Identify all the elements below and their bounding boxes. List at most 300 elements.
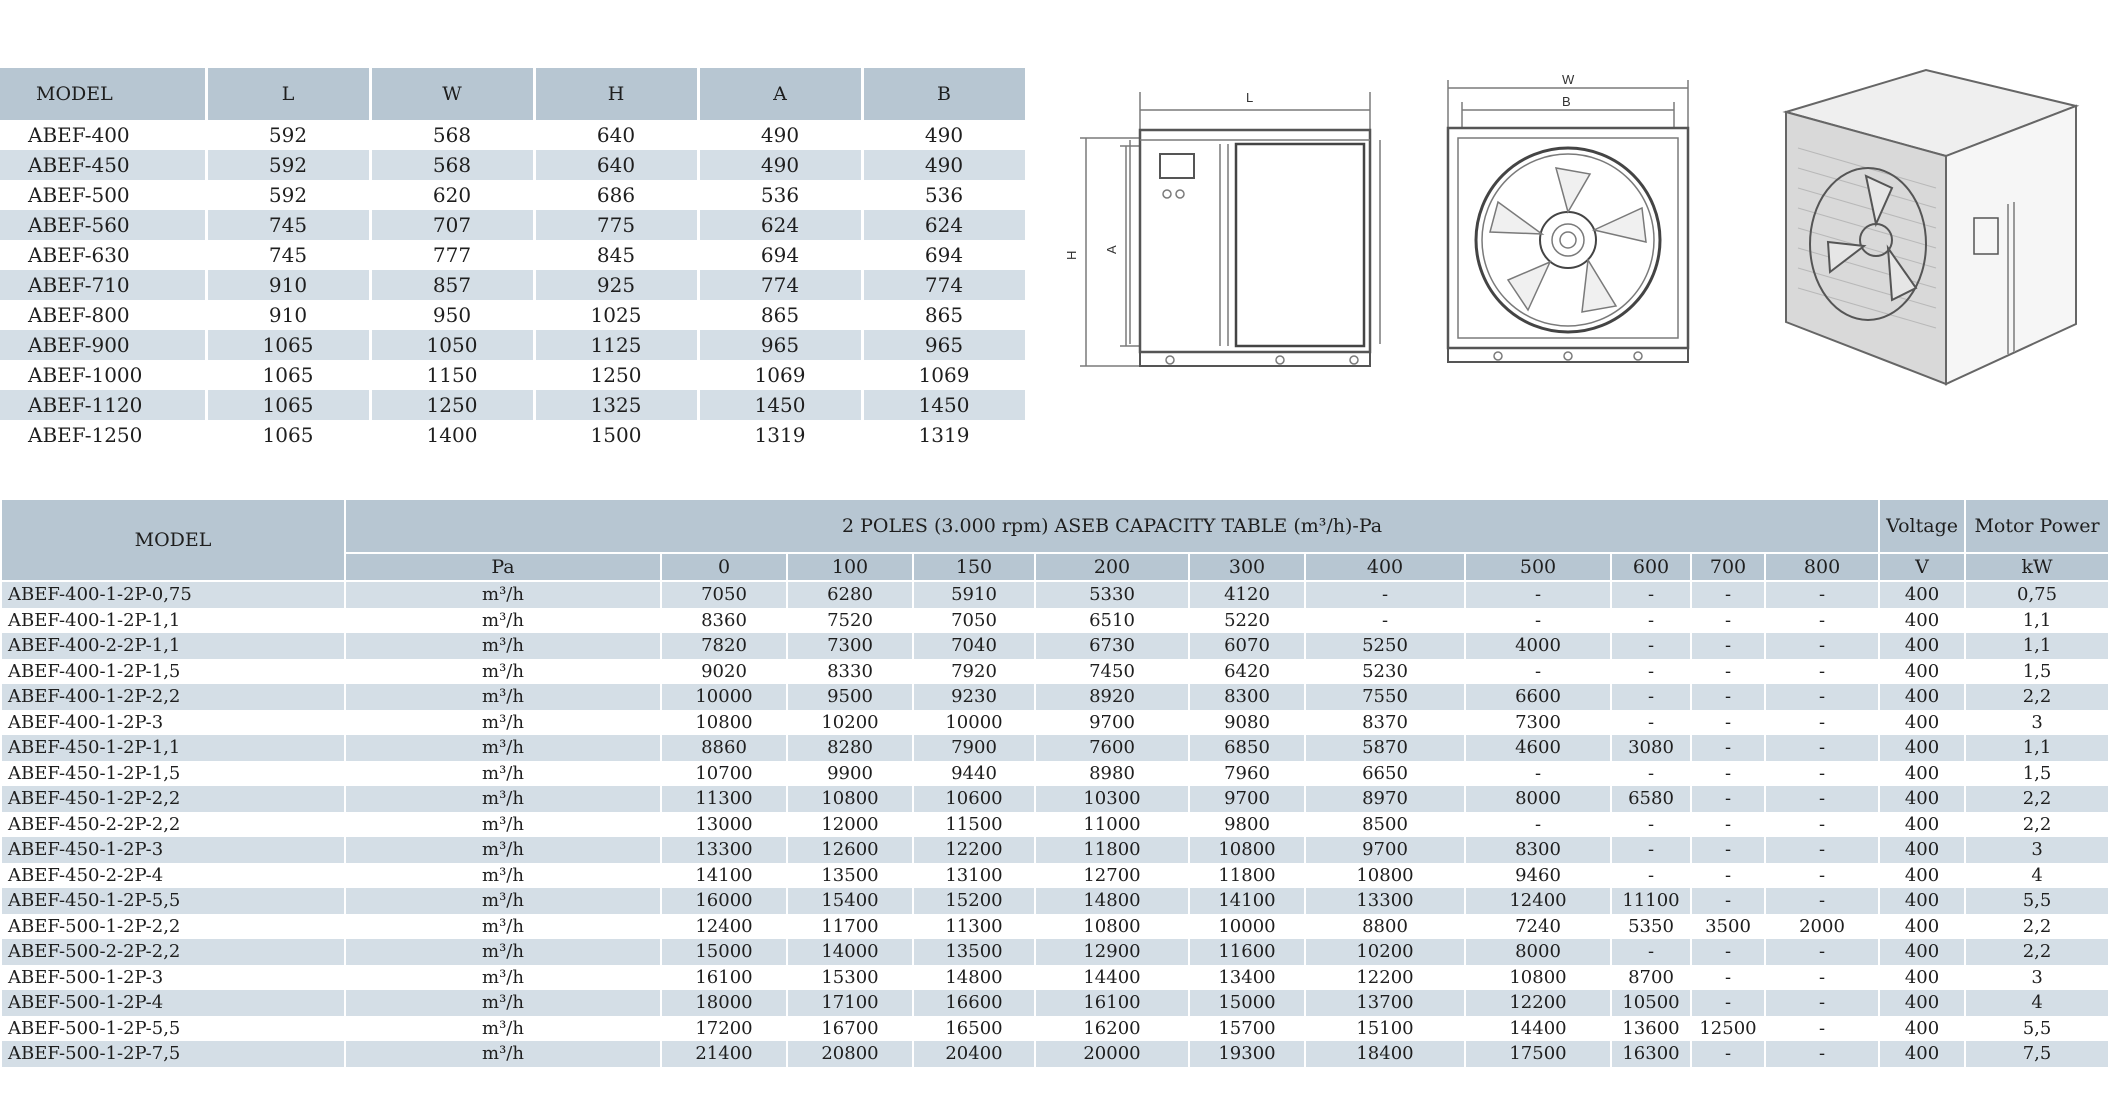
value-cell: 2,2 bbox=[1965, 939, 2109, 965]
value-cell: - bbox=[1691, 735, 1765, 761]
table-row bbox=[0, 390, 1026, 420]
value-cell: 5910 bbox=[913, 581, 1035, 608]
value-cell: - bbox=[1765, 1016, 1879, 1042]
capacity-header-row-1 bbox=[1, 499, 2109, 553]
value-cell: 15000 bbox=[1189, 990, 1305, 1016]
value-cell: 400 bbox=[1879, 888, 1965, 914]
value-cell: 1,5 bbox=[1965, 659, 2109, 685]
value-cell: 12900 bbox=[1035, 939, 1189, 965]
value-cell: 18400 bbox=[1305, 1041, 1465, 1067]
value-cell: 14100 bbox=[1189, 888, 1305, 914]
value-cell: 20800 bbox=[787, 1041, 913, 1067]
value-cell: 568 bbox=[370, 120, 534, 150]
value-cell: 620 bbox=[370, 180, 534, 210]
model-cell: ABEF-1120 bbox=[0, 390, 206, 420]
value-cell: 8300 bbox=[1465, 837, 1611, 863]
value-cell: m³/h bbox=[345, 659, 661, 685]
value-cell: 7550 bbox=[1305, 684, 1465, 710]
value-cell: 13500 bbox=[787, 863, 913, 889]
value-cell: 965 bbox=[862, 330, 1026, 360]
value-cell: 17100 bbox=[787, 990, 913, 1016]
model-cell: ABEF-400-1-2P-1,5 bbox=[1, 659, 345, 685]
value-cell: 9800 bbox=[1189, 812, 1305, 838]
value-cell: 1065 bbox=[206, 360, 370, 390]
cap-header-model: MODEL bbox=[1, 499, 345, 581]
value-cell: 536 bbox=[698, 180, 862, 210]
value-cell: 400 bbox=[1879, 863, 1965, 889]
value-cell: 16100 bbox=[1035, 990, 1189, 1016]
value-cell: - bbox=[1691, 659, 1765, 685]
cap-header-motor-power: Motor Power bbox=[1965, 499, 2109, 553]
value-cell: 3 bbox=[1965, 965, 2109, 991]
value-cell: - bbox=[1765, 812, 1879, 838]
value-cell: 400 bbox=[1879, 786, 1965, 812]
value-cell: 1250 bbox=[534, 360, 698, 390]
value-cell: 1125 bbox=[534, 330, 698, 360]
value-cell: - bbox=[1305, 608, 1465, 634]
value-cell: 536 bbox=[862, 180, 1026, 210]
value-cell: 4000 bbox=[1465, 633, 1611, 659]
value-cell: 10800 bbox=[661, 710, 787, 736]
value-cell: 845 bbox=[534, 240, 698, 270]
value-cell: 9460 bbox=[1465, 863, 1611, 889]
cap-sub-500: 500 bbox=[1465, 553, 1611, 581]
value-cell: 20400 bbox=[913, 1041, 1035, 1067]
value-cell: 13500 bbox=[913, 939, 1035, 965]
model-cell: ABEF-500-1-2P-7,5 bbox=[1, 1041, 345, 1067]
value-cell: 7040 bbox=[913, 633, 1035, 659]
value-cell: - bbox=[1611, 659, 1691, 685]
value-cell: 640 bbox=[534, 120, 698, 150]
label-b: B bbox=[1562, 94, 1571, 109]
cap-sub-kw: kW bbox=[1965, 553, 2109, 581]
value-cell: 8970 bbox=[1305, 786, 1465, 812]
value-cell: 0,75 bbox=[1965, 581, 2109, 608]
value-cell: 592 bbox=[206, 180, 370, 210]
value-cell: 400 bbox=[1879, 735, 1965, 761]
cap-sub-700: 700 bbox=[1691, 553, 1765, 581]
value-cell: 400 bbox=[1879, 1016, 1965, 1042]
value-cell: - bbox=[1765, 710, 1879, 736]
value-cell: 14400 bbox=[1035, 965, 1189, 991]
table-row bbox=[1, 581, 2109, 608]
value-cell: 15400 bbox=[787, 888, 913, 914]
value-cell: m³/h bbox=[345, 608, 661, 634]
value-cell: 7520 bbox=[787, 608, 913, 634]
value-cell: 400 bbox=[1879, 710, 1965, 736]
value-cell: 1400 bbox=[370, 420, 534, 450]
table-row bbox=[1, 735, 2109, 761]
value-cell: 12500 bbox=[1691, 1016, 1765, 1042]
value-cell: 8980 bbox=[1035, 761, 1189, 787]
table-row bbox=[1, 659, 2109, 685]
value-cell: 10200 bbox=[1305, 939, 1465, 965]
value-cell: 10800 bbox=[1305, 863, 1465, 889]
capacity-table bbox=[0, 498, 2110, 1067]
dim-header-h: H bbox=[534, 68, 698, 120]
value-cell: - bbox=[1691, 863, 1765, 889]
value-cell: - bbox=[1765, 761, 1879, 787]
dimensions-body bbox=[0, 120, 1026, 450]
value-cell: - bbox=[1691, 888, 1765, 914]
value-cell: 400 bbox=[1879, 914, 1965, 940]
value-cell: - bbox=[1611, 608, 1691, 634]
value-cell: 865 bbox=[862, 300, 1026, 330]
value-cell: m³/h bbox=[345, 581, 661, 608]
value-cell: 10700 bbox=[661, 761, 787, 787]
value-cell: 400 bbox=[1879, 812, 1965, 838]
value-cell: 8500 bbox=[1305, 812, 1465, 838]
value-cell: 11800 bbox=[1035, 837, 1189, 863]
value-cell: 12200 bbox=[1305, 965, 1465, 991]
value-cell: - bbox=[1611, 684, 1691, 710]
value-cell: 400 bbox=[1879, 965, 1965, 991]
value-cell: - bbox=[1465, 608, 1611, 634]
value-cell: 777 bbox=[370, 240, 534, 270]
value-cell: - bbox=[1765, 659, 1879, 685]
value-cell: 17200 bbox=[661, 1016, 787, 1042]
value-cell: 568 bbox=[370, 150, 534, 180]
value-cell: 5220 bbox=[1189, 608, 1305, 634]
value-cell: 592 bbox=[206, 120, 370, 150]
model-cell: ABEF-450-2-2P-2,2 bbox=[1, 812, 345, 838]
value-cell: 6850 bbox=[1189, 735, 1305, 761]
value-cell: m³/h bbox=[345, 939, 661, 965]
value-cell: 11300 bbox=[913, 914, 1035, 940]
value-cell: 15000 bbox=[661, 939, 787, 965]
value-cell: 6580 bbox=[1611, 786, 1691, 812]
label-l: L bbox=[1246, 90, 1254, 105]
value-cell: 10500 bbox=[1611, 990, 1691, 1016]
model-cell: ABEF-400-1-2P-0,75 bbox=[1, 581, 345, 608]
cap-sub-100: 100 bbox=[787, 553, 913, 581]
value-cell: 9700 bbox=[1305, 837, 1465, 863]
cap-sub-600: 600 bbox=[1611, 553, 1691, 581]
value-cell: 5330 bbox=[1035, 581, 1189, 608]
front-view-drawing bbox=[1438, 74, 1700, 378]
value-cell: - bbox=[1765, 939, 1879, 965]
value-cell: 857 bbox=[370, 270, 534, 300]
value-cell: 1065 bbox=[206, 390, 370, 420]
model-cell: ABEF-400-1-2P-3 bbox=[1, 710, 345, 736]
value-cell: - bbox=[1691, 581, 1765, 608]
value-cell: 8370 bbox=[1305, 710, 1465, 736]
value-cell: 5350 bbox=[1611, 914, 1691, 940]
value-cell: - bbox=[1611, 633, 1691, 659]
value-cell: 14800 bbox=[1035, 888, 1189, 914]
value-cell: 1,1 bbox=[1965, 608, 2109, 634]
table-row bbox=[0, 300, 1026, 330]
table-row bbox=[1, 863, 2109, 889]
value-cell: 6070 bbox=[1189, 633, 1305, 659]
value-cell: m³/h bbox=[345, 735, 661, 761]
model-cell: ABEF-450-1-2P-1,5 bbox=[1, 761, 345, 787]
label-h: H bbox=[1064, 250, 1079, 260]
value-cell: 13400 bbox=[1189, 965, 1305, 991]
value-cell: m³/h bbox=[345, 812, 661, 838]
table-row bbox=[0, 210, 1026, 240]
value-cell: - bbox=[1765, 581, 1879, 608]
value-cell: m³/h bbox=[345, 786, 661, 812]
value-cell: 4 bbox=[1965, 990, 2109, 1016]
model-cell: ABEF-400-1-2P-1,1 bbox=[1, 608, 345, 634]
model-cell: ABEF-710 bbox=[0, 270, 206, 300]
value-cell: - bbox=[1765, 786, 1879, 812]
value-cell: 775 bbox=[534, 210, 698, 240]
value-cell: 14100 bbox=[661, 863, 787, 889]
table-row bbox=[0, 270, 1026, 300]
value-cell: 910 bbox=[206, 270, 370, 300]
value-cell: 910 bbox=[206, 300, 370, 330]
value-cell: 624 bbox=[862, 210, 1026, 240]
value-cell: 8300 bbox=[1189, 684, 1305, 710]
model-cell: ABEF-400-2-2P-1,1 bbox=[1, 633, 345, 659]
value-cell: 9700 bbox=[1035, 710, 1189, 736]
value-cell: 12700 bbox=[1035, 863, 1189, 889]
value-cell: 6600 bbox=[1465, 684, 1611, 710]
value-cell: 592 bbox=[206, 150, 370, 180]
value-cell: - bbox=[1611, 863, 1691, 889]
cap-sub-pa: Pa bbox=[345, 553, 661, 581]
value-cell: - bbox=[1611, 837, 1691, 863]
value-cell: 707 bbox=[370, 210, 534, 240]
value-cell: 1150 bbox=[370, 360, 534, 390]
value-cell: 10300 bbox=[1035, 786, 1189, 812]
value-cell: 774 bbox=[698, 270, 862, 300]
value-cell: 16700 bbox=[787, 1016, 913, 1042]
value-cell: - bbox=[1765, 990, 1879, 1016]
value-cell: 490 bbox=[698, 150, 862, 180]
value-cell: 1069 bbox=[698, 360, 862, 390]
value-cell: 3080 bbox=[1611, 735, 1691, 761]
table-row bbox=[0, 360, 1026, 390]
value-cell: 8360 bbox=[661, 608, 787, 634]
value-cell: 15100 bbox=[1305, 1016, 1465, 1042]
value-cell: 7920 bbox=[913, 659, 1035, 685]
model-cell: ABEF-1000 bbox=[0, 360, 206, 390]
value-cell: 15700 bbox=[1189, 1016, 1305, 1042]
dim-header-l: L bbox=[206, 68, 370, 120]
value-cell: 11100 bbox=[1611, 888, 1691, 914]
value-cell: m³/h bbox=[345, 1041, 661, 1067]
value-cell: 8920 bbox=[1035, 684, 1189, 710]
value-cell: 12200 bbox=[1465, 990, 1611, 1016]
dim-header-w: W bbox=[370, 68, 534, 120]
table-row bbox=[1, 608, 2109, 634]
value-cell: 16500 bbox=[913, 1016, 1035, 1042]
value-cell: 1050 bbox=[370, 330, 534, 360]
value-cell: - bbox=[1691, 965, 1765, 991]
value-cell: 950 bbox=[370, 300, 534, 330]
model-cell: ABEF-500 bbox=[0, 180, 206, 210]
value-cell: 400 bbox=[1879, 684, 1965, 710]
value-cell: 5,5 bbox=[1965, 888, 2109, 914]
value-cell: - bbox=[1765, 684, 1879, 710]
value-cell: 19300 bbox=[1189, 1041, 1305, 1067]
value-cell: 490 bbox=[862, 120, 1026, 150]
value-cell: 16100 bbox=[661, 965, 787, 991]
value-cell: 9900 bbox=[787, 761, 913, 787]
value-cell: - bbox=[1305, 581, 1465, 608]
value-cell: - bbox=[1765, 888, 1879, 914]
value-cell: 9700 bbox=[1189, 786, 1305, 812]
value-cell: 7300 bbox=[787, 633, 913, 659]
cap-sub-300: 300 bbox=[1189, 553, 1305, 581]
value-cell: 694 bbox=[698, 240, 862, 270]
value-cell: 490 bbox=[698, 120, 862, 150]
cap-sub-v: V bbox=[1879, 553, 1965, 581]
value-cell: 15300 bbox=[787, 965, 913, 991]
model-cell: ABEF-450-1-2P-2,2 bbox=[1, 786, 345, 812]
value-cell: 8800 bbox=[1305, 914, 1465, 940]
value-cell: - bbox=[1691, 812, 1765, 838]
value-cell: - bbox=[1611, 581, 1691, 608]
table-row bbox=[1, 761, 2109, 787]
value-cell: 7820 bbox=[661, 633, 787, 659]
model-cell: ABEF-500-1-2P-5,5 bbox=[1, 1016, 345, 1042]
value-cell: 1,5 bbox=[1965, 761, 2109, 787]
dim-header-b: B bbox=[862, 68, 1026, 120]
cap-sub-150: 150 bbox=[913, 553, 1035, 581]
value-cell: 10000 bbox=[661, 684, 787, 710]
value-cell: - bbox=[1611, 710, 1691, 736]
value-cell: 9440 bbox=[913, 761, 1035, 787]
table-row bbox=[1, 1016, 2109, 1042]
value-cell: 400 bbox=[1879, 837, 1965, 863]
model-cell: ABEF-450 bbox=[0, 150, 206, 180]
model-cell: ABEF-450-1-2P-1,1 bbox=[1, 735, 345, 761]
model-cell: ABEF-500-1-2P-2,2 bbox=[1, 914, 345, 940]
model-cell: ABEF-630 bbox=[0, 240, 206, 270]
value-cell: 400 bbox=[1879, 939, 1965, 965]
table-row bbox=[1, 939, 2109, 965]
value-cell: 490 bbox=[862, 150, 1026, 180]
value-cell: 12600 bbox=[787, 837, 913, 863]
value-cell: 6650 bbox=[1305, 761, 1465, 787]
value-cell: - bbox=[1765, 837, 1879, 863]
cap-header-title: 2 POLES (3.000 rpm) ASEB CAPACITY TABLE (m³/h)-Pa bbox=[345, 499, 1879, 553]
value-cell: 400 bbox=[1879, 761, 1965, 787]
value-cell: - bbox=[1691, 608, 1765, 634]
value-cell: 10000 bbox=[913, 710, 1035, 736]
value-cell: m³/h bbox=[345, 914, 661, 940]
value-cell: 10800 bbox=[1035, 914, 1189, 940]
value-cell: 8000 bbox=[1465, 939, 1611, 965]
value-cell: 11000 bbox=[1035, 812, 1189, 838]
value-cell: m³/h bbox=[345, 990, 661, 1016]
dim-header-a: A bbox=[698, 68, 862, 120]
value-cell: - bbox=[1691, 761, 1765, 787]
model-cell: ABEF-500-1-2P-3 bbox=[1, 965, 345, 991]
value-cell: 965 bbox=[698, 330, 862, 360]
value-cell: 5250 bbox=[1305, 633, 1465, 659]
value-cell: m³/h bbox=[345, 888, 661, 914]
value-cell: - bbox=[1611, 939, 1691, 965]
table-row bbox=[1, 990, 2109, 1016]
value-cell: 9230 bbox=[913, 684, 1035, 710]
value-cell: 3 bbox=[1965, 710, 2109, 736]
table-row bbox=[1, 914, 2109, 940]
value-cell: 12000 bbox=[787, 812, 913, 838]
value-cell: - bbox=[1765, 863, 1879, 889]
value-cell: 13300 bbox=[661, 837, 787, 863]
table-row bbox=[1, 786, 2109, 812]
table-row bbox=[1, 888, 2109, 914]
cap-sub-800: 800 bbox=[1765, 553, 1879, 581]
value-cell: 14000 bbox=[787, 939, 913, 965]
value-cell: 9500 bbox=[787, 684, 913, 710]
model-cell: ABEF-450-2-2P-4 bbox=[1, 863, 345, 889]
side-view-drawing bbox=[1064, 84, 1392, 384]
value-cell: m³/h bbox=[345, 684, 661, 710]
value-cell: 11600 bbox=[1189, 939, 1305, 965]
value-cell: - bbox=[1691, 684, 1765, 710]
value-cell: 14800 bbox=[913, 965, 1035, 991]
value-cell: 7050 bbox=[913, 608, 1035, 634]
value-cell: - bbox=[1765, 735, 1879, 761]
model-cell: ABEF-400-1-2P-2,2 bbox=[1, 684, 345, 710]
model-cell: ABEF-560 bbox=[0, 210, 206, 240]
value-cell: 400 bbox=[1879, 608, 1965, 634]
value-cell: 1450 bbox=[862, 390, 1026, 420]
table-row bbox=[1, 812, 2109, 838]
model-cell: ABEF-1250 bbox=[0, 420, 206, 450]
isometric-view-drawing bbox=[1776, 64, 2092, 394]
value-cell: 18000 bbox=[661, 990, 787, 1016]
value-cell: 10000 bbox=[1189, 914, 1305, 940]
label-a: A bbox=[1104, 245, 1119, 254]
value-cell: 20000 bbox=[1035, 1041, 1189, 1067]
value-cell: m³/h bbox=[345, 837, 661, 863]
value-cell: 15200 bbox=[913, 888, 1035, 914]
capacity-body bbox=[1, 581, 2109, 1067]
value-cell: 7240 bbox=[1465, 914, 1611, 940]
value-cell: 2,2 bbox=[1965, 786, 2109, 812]
value-cell: m³/h bbox=[345, 1016, 661, 1042]
value-cell: 1250 bbox=[370, 390, 534, 420]
value-cell: 16200 bbox=[1035, 1016, 1189, 1042]
value-cell: 4 bbox=[1965, 863, 2109, 889]
value-cell: m³/h bbox=[345, 633, 661, 659]
value-cell: m³/h bbox=[345, 761, 661, 787]
value-cell: 865 bbox=[698, 300, 862, 330]
value-cell: 5870 bbox=[1305, 735, 1465, 761]
value-cell: - bbox=[1691, 710, 1765, 736]
value-cell: - bbox=[1691, 837, 1765, 863]
value-cell: m³/h bbox=[345, 710, 661, 736]
value-cell: 925 bbox=[534, 270, 698, 300]
value-cell: m³/h bbox=[345, 965, 661, 991]
value-cell: - bbox=[1611, 812, 1691, 838]
value-cell: 8280 bbox=[787, 735, 913, 761]
table-row bbox=[0, 330, 1026, 360]
dimensions-header-row bbox=[0, 68, 1026, 120]
table-row bbox=[1, 1041, 2109, 1067]
value-cell: 16600 bbox=[913, 990, 1035, 1016]
value-cell: 1450 bbox=[698, 390, 862, 420]
model-cell: ABEF-900 bbox=[0, 330, 206, 360]
value-cell: 10800 bbox=[787, 786, 913, 812]
value-cell: 13100 bbox=[913, 863, 1035, 889]
value-cell: 400 bbox=[1879, 1041, 1965, 1067]
cap-header-voltage: Voltage bbox=[1879, 499, 1965, 553]
value-cell: - bbox=[1765, 1041, 1879, 1067]
value-cell: 7050 bbox=[661, 581, 787, 608]
cap-sub-400: 400 bbox=[1305, 553, 1465, 581]
value-cell: 6510 bbox=[1035, 608, 1189, 634]
value-cell: - bbox=[1465, 659, 1611, 685]
value-cell: 1500 bbox=[534, 420, 698, 450]
